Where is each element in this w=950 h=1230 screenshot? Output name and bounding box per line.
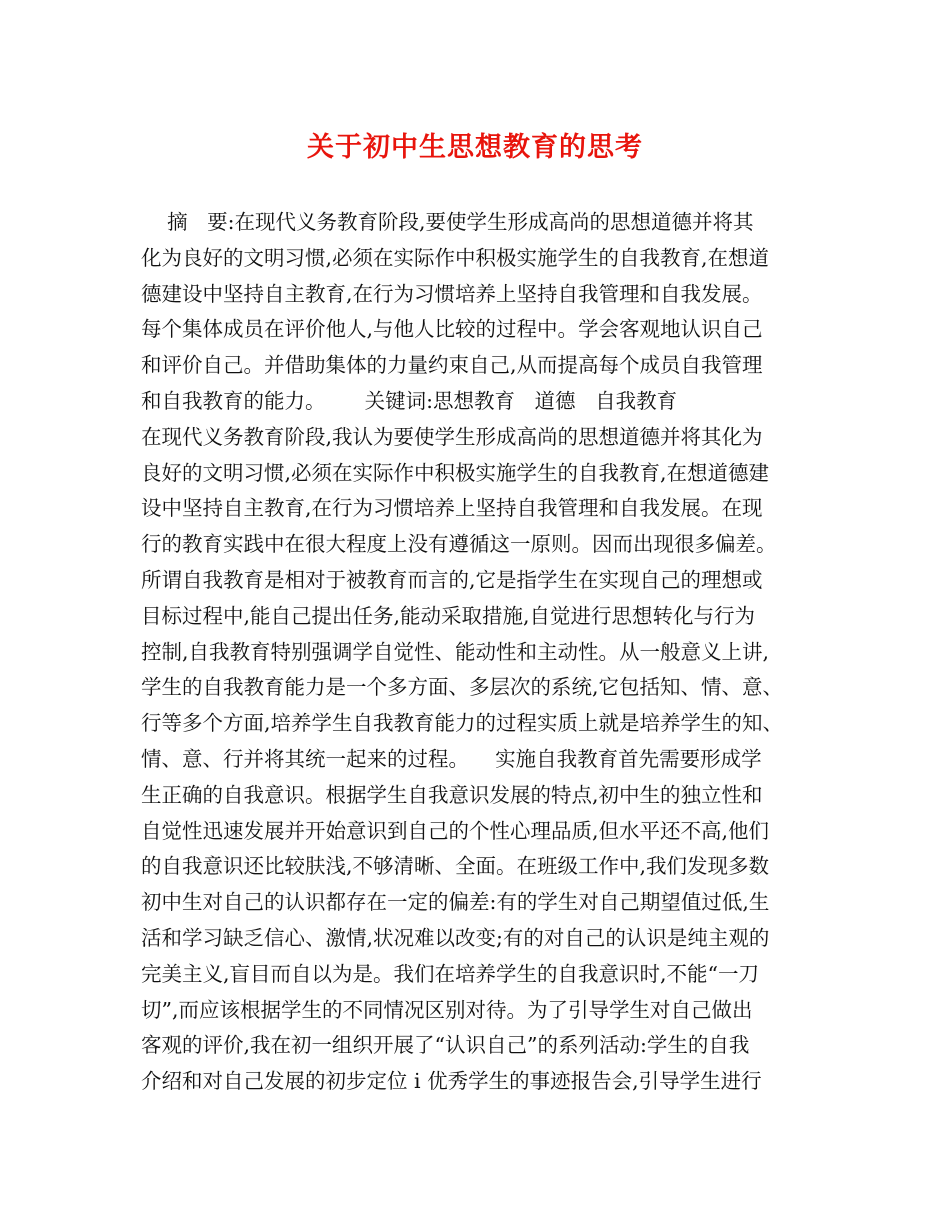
text-line: 客观的评价,我在初一组织开展了“认识自己”的系列活动:学生的自我	[141, 1033, 750, 1058]
text-line: 初中生对自己的认识都存在一定的偏差:有的学生对自己期望值过低,生	[141, 890, 770, 915]
text-line: 目标过程中,能自己提出任务,能动采取措施,自觉进行思想转化与行为	[141, 603, 756, 628]
text-line: 活和学习缺乏信心、激情,状况难以改变;有的对自己的认识是纯主观的	[141, 925, 770, 950]
document-title: 关于初中生思想教育的思考	[307, 132, 643, 163]
text-line: 摘 要:在现代义务教育阶段,要使学生形成高尚的思想道德并将其	[141, 210, 754, 234]
text-line: 自觉性迅速发展并开始意识到自己的个性心理品质,但水平还不高,他们	[141, 818, 770, 843]
text-line: 行等多个方面,培养学生自我教育能力的过程实质上就是培养学生的知、	[141, 711, 784, 736]
text-line: 介绍和对自己发展的初步定位 i 优秀学生的事迹报告会,引导学生进行	[141, 1069, 762, 1094]
text-line: 学生的自我教育能力是一个多方面、多层次的系统,它包括知、情、意、	[141, 675, 784, 700]
text-line: 每个集体成员在评价他人,与他人比较的过程中。学会客观地认识自己	[141, 317, 763, 342]
text-line: 的自我意识还比较肤浅,不够清晰、全面。在班级工作中,我们发现多数	[141, 854, 770, 879]
text-line: 化为良好的文明习惯,必须在实际作中积极实施学生的自我教育,在想道	[141, 245, 770, 270]
text-line: 在现代义务教育阶段,我认为要使学生形成高尚的思想道德并将其化为	[141, 424, 763, 449]
document-body	[141, 205, 813, 1100]
text-line: 和评价自己。并借助集体的力量约束自己,从而提高每个成员自我管理	[141, 353, 763, 378]
text-line: 良好的文明习惯,必须在实际作中积极实施学生的自我教育,在想道德建	[141, 460, 770, 485]
text-line: 所谓自我教育是相对于被教育而言的,它是指学生在实现自己的理想或	[141, 567, 763, 592]
text-line: 切”,而应该根据学生的不同情况区别对待。为了引导学生对自己做出	[141, 997, 753, 1022]
text-line: 情、意、行并将其统一起来的过程。 实施自我教育首先需要形成学	[141, 746, 762, 771]
text-line: 完美主义,盲目而自以为是。我们在培养学生的自我意识时,不能“一刀	[141, 961, 760, 986]
text-line: 德建设中坚持自主教育,在行为习惯培养上坚持自我管理和自我发展。	[141, 281, 763, 306]
text-line: 生正确的自我意识。根据学生自我意识发展的特点,初中生的独立性和	[141, 782, 763, 807]
text-line: 控制,自我教育特别强调学自觉性、能动性和主动性。从一般意义上讲,	[141, 639, 770, 664]
text-line: 设中坚持自主教育,在行为习惯培养上坚持自我管理和自我发展。在现	[141, 496, 763, 521]
keywords-line: 和自我教育的能力。 关键词:思想教育 道德 自我教育	[141, 388, 678, 413]
text-line: 行的教育实践中在很大程度上没有遵循这一原则。因而出现很多偏差。	[141, 532, 777, 557]
